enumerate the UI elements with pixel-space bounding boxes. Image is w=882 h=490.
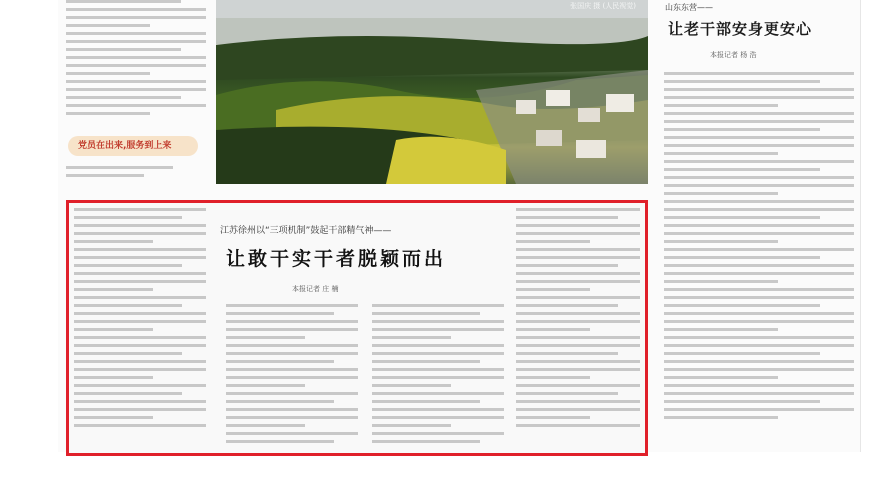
photo-credit: 张国庆 摄 (人民视觉)	[570, 2, 636, 10]
right-article-title: 让老干部安身更安心	[668, 20, 813, 38]
left-article-text	[66, 0, 206, 120]
main-article-column-1	[74, 208, 206, 432]
main-article-column-2	[226, 304, 358, 448]
main-article-title: 让敢干实干者脱颖而出	[226, 248, 447, 270]
main-article-column-4	[516, 208, 640, 432]
right-article-text	[664, 72, 854, 424]
main-article-kicker: 江苏徐州以“三项机制”鼓起干部精气神——	[220, 226, 392, 236]
main-article-column-3	[372, 304, 504, 448]
landscape-illustration	[216, 0, 648, 184]
left-article-tail	[66, 166, 196, 182]
right-article-byline: 本报记者 杨 浩	[710, 51, 757, 59]
left-section-banner: 党员在出来,服务到上来	[68, 136, 198, 156]
terraced-village-photo	[216, 0, 648, 184]
right-article-kicker: 山东东营——	[665, 3, 713, 12]
main-article-byline: 本报记者 庄 楠	[292, 285, 339, 293]
